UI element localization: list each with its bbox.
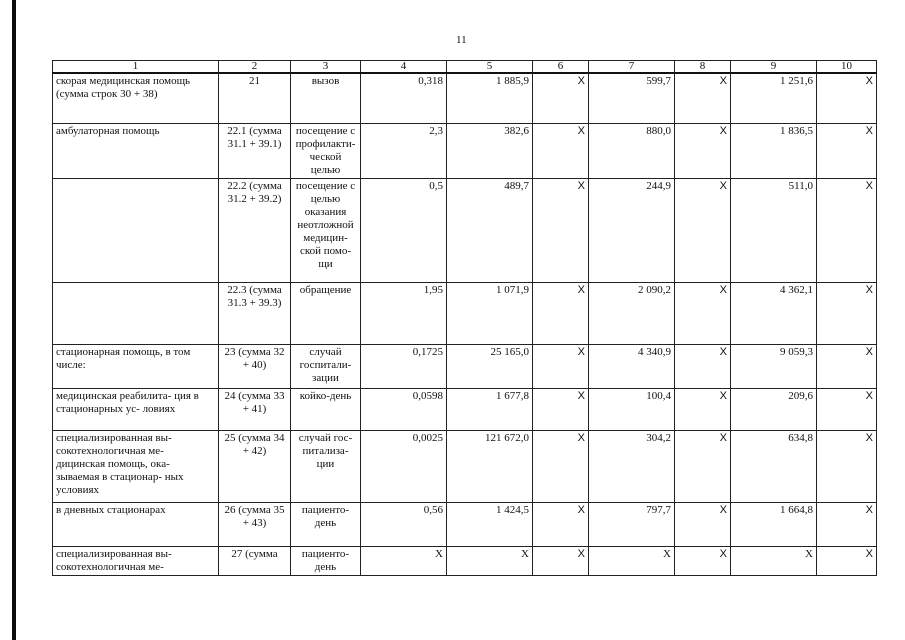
marker-cell: X bbox=[817, 388, 877, 430]
marker-cell: X bbox=[675, 388, 731, 430]
marker-cell: X bbox=[675, 344, 731, 388]
value-cell: 511,0 bbox=[731, 178, 817, 282]
table-row bbox=[53, 388, 877, 430]
marker-cell: X bbox=[675, 73, 731, 123]
row-name-cell: в дневных стационарах bbox=[53, 502, 219, 546]
value-cell: 1 836,5 bbox=[731, 123, 817, 178]
row-name-cell: стационарная помощь, в том числе: bbox=[53, 344, 219, 388]
unit-cell: случай госпитали- зации bbox=[291, 344, 361, 388]
table-row bbox=[53, 546, 877, 575]
unit-cell: вызов bbox=[291, 73, 361, 123]
row-code-cell: 21 bbox=[219, 73, 291, 123]
column-header: 4 bbox=[361, 61, 447, 74]
column-header: 2 bbox=[219, 61, 291, 74]
row-name-cell: амбулаторная помощь bbox=[53, 123, 219, 178]
marker-cell: X bbox=[675, 282, 731, 344]
value-cell: 0,5 bbox=[361, 178, 447, 282]
value-cell: 880,0 bbox=[589, 123, 675, 178]
column-header: 8 bbox=[675, 61, 731, 74]
value-cell: 121 672,0 bbox=[447, 430, 533, 502]
value-cell: 1 664,8 bbox=[731, 502, 817, 546]
unit-cell: случай гос- питализа- ции bbox=[291, 430, 361, 502]
row-name-cell: медицинская реабилита- ция в стационарных ус- ловиях bbox=[53, 388, 219, 430]
value-cell: 634,8 bbox=[731, 430, 817, 502]
marker-cell: X bbox=[817, 123, 877, 178]
row-code-cell: 24 (сумма 33 + 41) bbox=[219, 388, 291, 430]
marker-cell: X bbox=[817, 502, 877, 546]
marker-cell: X bbox=[675, 178, 731, 282]
unit-cell: пациенто- день bbox=[291, 546, 361, 575]
marker-cell: X bbox=[533, 430, 589, 502]
value-cell: X bbox=[589, 546, 675, 575]
column-header: 6 bbox=[533, 61, 589, 74]
value-cell: 1 071,9 bbox=[447, 282, 533, 344]
value-cell: 244,9 bbox=[589, 178, 675, 282]
value-cell: 382,6 bbox=[447, 123, 533, 178]
marker-cell: X bbox=[533, 546, 589, 575]
row-code-cell: 22.1 (сумма 31.1 + 39.1) bbox=[219, 123, 291, 178]
column-header: 3 bbox=[291, 61, 361, 74]
column-header: 7 bbox=[589, 61, 675, 74]
unit-cell: обращение bbox=[291, 282, 361, 344]
row-code-cell: 25 (сумма 34 + 42) bbox=[219, 430, 291, 502]
marker-cell: X bbox=[817, 282, 877, 344]
row-code-cell: 22.2 (сумма 31.2 + 39.2) bbox=[219, 178, 291, 282]
value-cell: 1 677,8 bbox=[447, 388, 533, 430]
value-cell: 489,7 bbox=[447, 178, 533, 282]
row-name-cell bbox=[53, 282, 219, 344]
row-code-cell: 26 (сумма 35 + 43) bbox=[219, 502, 291, 546]
marker-cell: X bbox=[675, 546, 731, 575]
marker-cell: X bbox=[675, 123, 731, 178]
page-number: 11 bbox=[456, 34, 467, 46]
marker-cell: X bbox=[533, 388, 589, 430]
table-row bbox=[53, 73, 877, 123]
row-name-cell bbox=[53, 178, 219, 282]
table-row bbox=[53, 282, 877, 344]
value-cell: 209,6 bbox=[731, 388, 817, 430]
row-name-cell: специализированная вы- сокотехнологичная ме- дицинская помощь, ока- зываемая в стационар- ных условиях bbox=[53, 430, 219, 502]
data-table bbox=[52, 60, 877, 576]
unit-cell: посещение с профилакти- ческой целью bbox=[291, 123, 361, 178]
value-cell: 1 424,5 bbox=[447, 502, 533, 546]
value-cell: 2 090,2 bbox=[589, 282, 675, 344]
value-cell: 25 165,0 bbox=[447, 344, 533, 388]
table-row bbox=[53, 178, 877, 282]
column-header: 10 bbox=[817, 61, 877, 74]
header-row bbox=[53, 61, 877, 74]
value-cell: X bbox=[361, 546, 447, 575]
row-code-cell: 23 (сумма 32 + 40) bbox=[219, 344, 291, 388]
value-cell: 2,3 bbox=[361, 123, 447, 178]
marker-cell: X bbox=[675, 430, 731, 502]
marker-cell: X bbox=[675, 502, 731, 546]
row-name-cell: скорая медицинская помощь (сумма строк 30 + 38) bbox=[53, 73, 219, 123]
value-cell: 0,0025 bbox=[361, 430, 447, 502]
value-cell: 1,95 bbox=[361, 282, 447, 344]
value-cell: 1 251,6 bbox=[731, 73, 817, 123]
row-code-cell: 22.3 (сумма 31.3 + 39.3) bbox=[219, 282, 291, 344]
column-header: 1 bbox=[53, 61, 219, 74]
marker-cell: X bbox=[533, 178, 589, 282]
value-cell: 797,7 bbox=[589, 502, 675, 546]
marker-cell: X bbox=[533, 502, 589, 546]
column-header: 5 bbox=[447, 61, 533, 74]
value-cell: 0,1725 bbox=[361, 344, 447, 388]
row-code-cell: 27 (сумма bbox=[219, 546, 291, 575]
value-cell: 9 059,3 bbox=[731, 344, 817, 388]
table-row bbox=[53, 430, 877, 502]
value-cell: 4 340,9 bbox=[589, 344, 675, 388]
marker-cell: X bbox=[533, 282, 589, 344]
marker-cell: X bbox=[817, 546, 877, 575]
value-cell: X bbox=[447, 546, 533, 575]
column-header: 9 bbox=[731, 61, 817, 74]
table-row bbox=[53, 123, 877, 178]
marker-cell: X bbox=[817, 73, 877, 123]
marker-cell: X bbox=[533, 123, 589, 178]
row-name-cell: специализированная вы- сокотехнологичная ме- bbox=[53, 546, 219, 575]
value-cell: 1 885,9 bbox=[447, 73, 533, 123]
value-cell: 599,7 bbox=[589, 73, 675, 123]
value-cell: X bbox=[731, 546, 817, 575]
marker-cell: X bbox=[817, 178, 877, 282]
marker-cell: X bbox=[817, 344, 877, 388]
value-cell: 4 362,1 bbox=[731, 282, 817, 344]
value-cell: 0,56 bbox=[361, 502, 447, 546]
marker-cell: X bbox=[533, 73, 589, 123]
marker-cell: X bbox=[817, 430, 877, 502]
unit-cell: койко-день bbox=[291, 388, 361, 430]
table-row bbox=[53, 344, 877, 388]
table-row bbox=[53, 502, 877, 546]
unit-cell: пациенто- день bbox=[291, 502, 361, 546]
value-cell: 0,318 bbox=[361, 73, 447, 123]
value-cell: 100,4 bbox=[589, 388, 675, 430]
value-cell: 0,0598 bbox=[361, 388, 447, 430]
value-cell: 304,2 bbox=[589, 430, 675, 502]
marker-cell: X bbox=[533, 344, 589, 388]
unit-cell: посещение с целью оказания неотложной медицин- ской помо- щи bbox=[291, 178, 361, 282]
scan-edge-bar bbox=[12, 0, 16, 640]
